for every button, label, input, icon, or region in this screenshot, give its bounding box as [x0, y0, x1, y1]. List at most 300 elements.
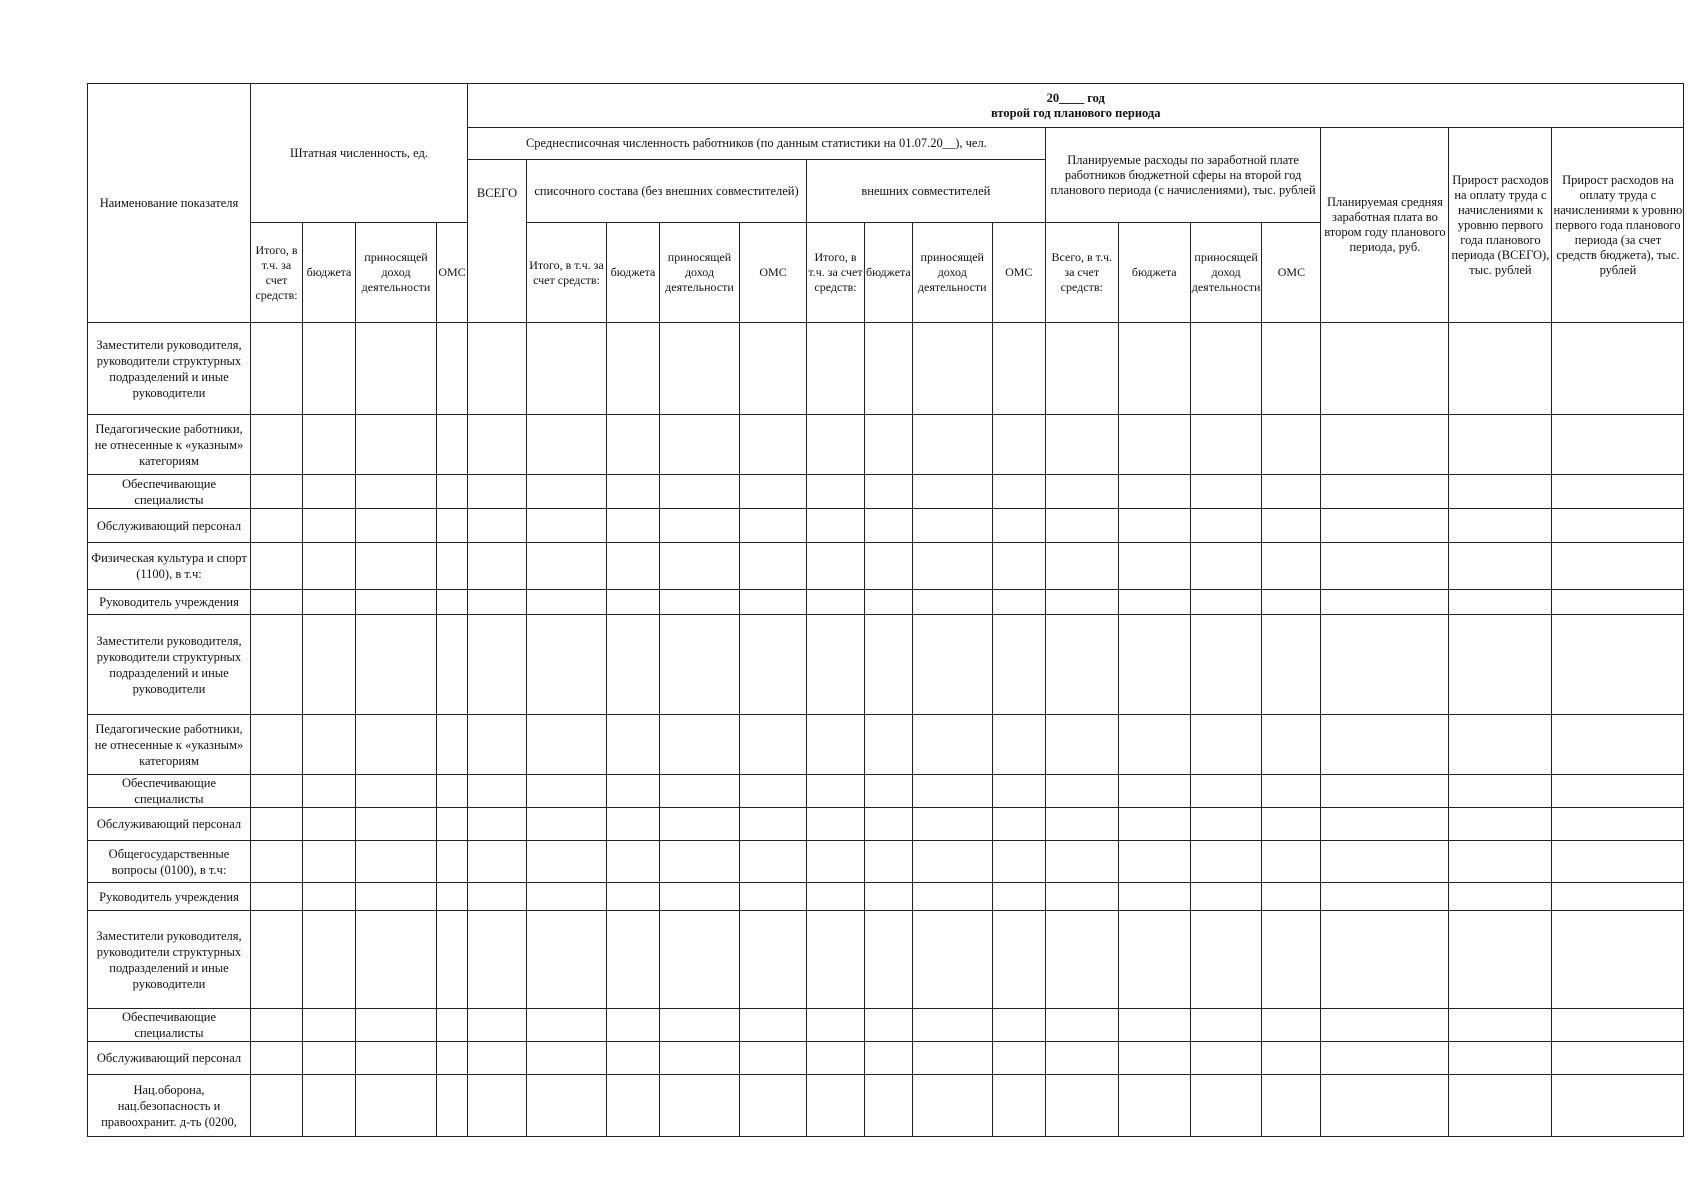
data-cell[interactable]: [807, 543, 865, 590]
data-cell[interactable]: [1190, 323, 1262, 415]
data-cell[interactable]: [356, 1042, 437, 1075]
data-cell[interactable]: [437, 808, 468, 841]
data-cell[interactable]: [992, 590, 1045, 615]
data-cell[interactable]: [303, 475, 356, 509]
data-cell[interactable]: [807, 841, 865, 883]
data-cell[interactable]: [607, 590, 660, 615]
data-cell[interactable]: [807, 1042, 865, 1075]
data-cell[interactable]: [740, 590, 807, 615]
data-cell[interactable]: [660, 775, 740, 808]
data-cell[interactable]: [356, 775, 437, 808]
data-cell[interactable]: [660, 1009, 740, 1042]
data-cell[interactable]: [607, 1042, 660, 1075]
data-cell[interactable]: [740, 883, 807, 911]
data-cell[interactable]: [251, 883, 303, 911]
data-cell[interactable]: [1190, 1075, 1262, 1137]
data-cell[interactable]: [807, 1009, 865, 1042]
data-cell[interactable]: [1190, 775, 1262, 808]
data-cell[interactable]: [303, 775, 356, 808]
data-cell[interactable]: [1118, 883, 1190, 911]
data-cell[interactable]: [1190, 883, 1262, 911]
data-cell[interactable]: [437, 415, 468, 475]
data-cell[interactable]: [437, 1009, 468, 1042]
data-cell[interactable]: [1449, 415, 1552, 475]
data-cell[interactable]: [251, 509, 303, 543]
data-cell[interactable]: [992, 883, 1045, 911]
data-cell[interactable]: [468, 1075, 527, 1137]
data-cell[interactable]: [1118, 808, 1190, 841]
data-cell[interactable]: [303, 1009, 356, 1042]
data-cell[interactable]: [468, 1042, 527, 1075]
data-cell[interactable]: [251, 615, 303, 715]
data-cell[interactable]: [1321, 509, 1449, 543]
data-cell[interactable]: [356, 883, 437, 911]
data-cell[interactable]: [865, 1009, 913, 1042]
data-cell[interactable]: [912, 543, 992, 590]
data-cell[interactable]: [1045, 715, 1118, 775]
data-cell[interactable]: [1262, 590, 1321, 615]
data-cell[interactable]: [1045, 615, 1118, 715]
data-cell[interactable]: [660, 415, 740, 475]
data-cell[interactable]: [607, 415, 660, 475]
data-cell[interactable]: [1321, 475, 1449, 509]
data-cell[interactable]: [1321, 1042, 1449, 1075]
data-cell[interactable]: [992, 1042, 1045, 1075]
data-cell[interactable]: [912, 475, 992, 509]
data-cell[interactable]: [356, 475, 437, 509]
data-cell[interactable]: [992, 323, 1045, 415]
data-cell[interactable]: [356, 808, 437, 841]
data-cell[interactable]: [1552, 883, 1684, 911]
data-cell[interactable]: [807, 615, 865, 715]
data-cell[interactable]: [1262, 911, 1321, 1009]
data-cell[interactable]: [1552, 1009, 1684, 1042]
data-cell[interactable]: [251, 911, 303, 1009]
data-cell[interactable]: [356, 323, 437, 415]
data-cell[interactable]: [1552, 509, 1684, 543]
data-cell[interactable]: [607, 1075, 660, 1137]
data-cell[interactable]: [251, 775, 303, 808]
data-cell[interactable]: [1321, 911, 1449, 1009]
data-cell[interactable]: [607, 808, 660, 841]
data-cell[interactable]: [992, 1075, 1045, 1137]
data-cell[interactable]: [740, 615, 807, 715]
data-cell[interactable]: [660, 911, 740, 1009]
data-cell[interactable]: [468, 323, 527, 415]
data-cell[interactable]: [1321, 543, 1449, 590]
data-cell[interactable]: [251, 1042, 303, 1075]
data-cell[interactable]: [1321, 715, 1449, 775]
data-cell[interactable]: [1552, 323, 1684, 415]
data-cell[interactable]: [437, 615, 468, 715]
data-cell[interactable]: [1118, 475, 1190, 509]
data-cell[interactable]: [992, 808, 1045, 841]
data-cell[interactable]: [1045, 509, 1118, 543]
data-cell[interactable]: [437, 715, 468, 775]
data-cell[interactable]: [740, 323, 807, 415]
data-cell[interactable]: [865, 475, 913, 509]
data-cell[interactable]: [356, 615, 437, 715]
data-cell[interactable]: [1190, 1042, 1262, 1075]
data-cell[interactable]: [865, 715, 913, 775]
data-cell[interactable]: [251, 475, 303, 509]
data-cell[interactable]: [1118, 1042, 1190, 1075]
data-cell[interactable]: [1045, 543, 1118, 590]
data-cell[interactable]: [607, 911, 660, 1009]
data-cell[interactable]: [527, 775, 607, 808]
data-cell[interactable]: [912, 911, 992, 1009]
data-cell[interactable]: [1552, 475, 1684, 509]
data-cell[interactable]: [468, 590, 527, 615]
data-cell[interactable]: [251, 590, 303, 615]
data-cell[interactable]: [607, 323, 660, 415]
data-cell[interactable]: [303, 1042, 356, 1075]
data-cell[interactable]: [1118, 615, 1190, 715]
data-cell[interactable]: [1552, 415, 1684, 475]
data-cell[interactable]: [527, 543, 607, 590]
data-cell[interactable]: [740, 415, 807, 475]
data-cell[interactable]: [1118, 509, 1190, 543]
data-cell[interactable]: [527, 841, 607, 883]
data-cell[interactable]: [1449, 475, 1552, 509]
data-cell[interactable]: [607, 883, 660, 911]
data-cell[interactable]: [865, 911, 913, 1009]
data-cell[interactable]: [607, 475, 660, 509]
data-cell[interactable]: [1190, 841, 1262, 883]
data-cell[interactable]: [468, 415, 527, 475]
data-cell[interactable]: [1321, 323, 1449, 415]
data-cell[interactable]: [527, 475, 607, 509]
data-cell[interactable]: [1321, 1009, 1449, 1042]
data-cell[interactable]: [992, 543, 1045, 590]
data-cell[interactable]: [1262, 1009, 1321, 1042]
data-cell[interactable]: [807, 808, 865, 841]
data-cell[interactable]: [251, 543, 303, 590]
data-cell[interactable]: [1262, 415, 1321, 475]
data-cell[interactable]: [251, 1075, 303, 1137]
data-cell[interactable]: [912, 841, 992, 883]
data-cell[interactable]: [356, 543, 437, 590]
data-cell[interactable]: [527, 911, 607, 1009]
data-cell[interactable]: [865, 808, 913, 841]
data-cell[interactable]: [865, 543, 913, 590]
data-cell[interactable]: [1449, 911, 1552, 1009]
data-cell[interactable]: [303, 911, 356, 1009]
data-cell[interactable]: [912, 775, 992, 808]
data-cell[interactable]: [303, 543, 356, 590]
data-cell[interactable]: [740, 911, 807, 1009]
data-cell[interactable]: [740, 841, 807, 883]
data-cell[interactable]: [1262, 323, 1321, 415]
data-cell[interactable]: [865, 323, 913, 415]
data-cell[interactable]: [527, 1075, 607, 1137]
data-cell[interactable]: [807, 883, 865, 911]
data-cell[interactable]: [527, 590, 607, 615]
data-cell[interactable]: [1449, 775, 1552, 808]
data-cell[interactable]: [1552, 543, 1684, 590]
data-cell[interactable]: [527, 415, 607, 475]
data-cell[interactable]: [807, 911, 865, 1009]
data-cell[interactable]: [468, 808, 527, 841]
data-cell[interactable]: [660, 543, 740, 590]
data-cell[interactable]: [912, 1009, 992, 1042]
data-cell[interactable]: [607, 615, 660, 715]
data-cell[interactable]: [1045, 1009, 1118, 1042]
data-cell[interactable]: [607, 775, 660, 808]
data-cell[interactable]: [1118, 323, 1190, 415]
data-cell[interactable]: [251, 415, 303, 475]
data-cell[interactable]: [740, 543, 807, 590]
data-cell[interactable]: [1262, 615, 1321, 715]
data-cell[interactable]: [303, 715, 356, 775]
data-cell[interactable]: [1449, 590, 1552, 615]
data-cell[interactable]: [1190, 415, 1262, 475]
data-cell[interactable]: [1449, 615, 1552, 715]
data-cell[interactable]: [1552, 615, 1684, 715]
data-cell[interactable]: [1321, 415, 1449, 475]
data-cell[interactable]: [468, 775, 527, 808]
data-cell[interactable]: [1262, 808, 1321, 841]
data-cell[interactable]: [527, 883, 607, 911]
data-cell[interactable]: [437, 911, 468, 1009]
data-cell[interactable]: [303, 323, 356, 415]
data-cell[interactable]: [992, 475, 1045, 509]
data-cell[interactable]: [1045, 415, 1118, 475]
data-cell[interactable]: [527, 808, 607, 841]
data-cell[interactable]: [1045, 775, 1118, 808]
data-cell[interactable]: [912, 590, 992, 615]
data-cell[interactable]: [1045, 1075, 1118, 1137]
data-cell[interactable]: [1552, 808, 1684, 841]
data-cell[interactable]: [807, 775, 865, 808]
data-cell[interactable]: [527, 1009, 607, 1042]
data-cell[interactable]: [1449, 1009, 1552, 1042]
data-cell[interactable]: [992, 415, 1045, 475]
data-cell[interactable]: [527, 715, 607, 775]
data-cell[interactable]: [1045, 841, 1118, 883]
data-cell[interactable]: [437, 509, 468, 543]
data-cell[interactable]: [527, 615, 607, 715]
data-cell[interactable]: [660, 808, 740, 841]
data-cell[interactable]: [660, 590, 740, 615]
data-cell[interactable]: [992, 911, 1045, 1009]
data-cell[interactable]: [1449, 1075, 1552, 1137]
data-cell[interactable]: [1449, 509, 1552, 543]
data-cell[interactable]: [607, 841, 660, 883]
data-cell[interactable]: [660, 323, 740, 415]
data-cell[interactable]: [1449, 883, 1552, 911]
data-cell[interactable]: [807, 323, 865, 415]
data-cell[interactable]: [865, 883, 913, 911]
data-cell[interactable]: [468, 509, 527, 543]
data-cell[interactable]: [660, 615, 740, 715]
data-cell[interactable]: [1552, 1075, 1684, 1137]
data-cell[interactable]: [303, 615, 356, 715]
data-cell[interactable]: [303, 415, 356, 475]
data-cell[interactable]: [1118, 1009, 1190, 1042]
data-cell[interactable]: [1118, 911, 1190, 1009]
data-cell[interactable]: [607, 1009, 660, 1042]
data-cell[interactable]: [1321, 1075, 1449, 1137]
data-cell[interactable]: [1190, 590, 1262, 615]
data-cell[interactable]: [303, 841, 356, 883]
data-cell[interactable]: [1118, 1075, 1190, 1137]
data-cell[interactable]: [251, 1009, 303, 1042]
data-cell[interactable]: [1190, 911, 1262, 1009]
data-cell[interactable]: [1262, 509, 1321, 543]
data-cell[interactable]: [1321, 775, 1449, 808]
data-cell[interactable]: [807, 415, 865, 475]
data-cell[interactable]: [865, 775, 913, 808]
data-cell[interactable]: [1045, 883, 1118, 911]
data-cell[interactable]: [740, 475, 807, 509]
data-cell[interactable]: [356, 1075, 437, 1137]
data-cell[interactable]: [740, 509, 807, 543]
data-cell[interactable]: [1190, 543, 1262, 590]
data-cell[interactable]: [740, 775, 807, 808]
data-cell[interactable]: [1449, 543, 1552, 590]
data-cell[interactable]: [251, 841, 303, 883]
data-cell[interactable]: [660, 509, 740, 543]
data-cell[interactable]: [437, 475, 468, 509]
data-cell[interactable]: [468, 615, 527, 715]
data-cell[interactable]: [1045, 911, 1118, 1009]
data-cell[interactable]: [1190, 475, 1262, 509]
data-cell[interactable]: [865, 1042, 913, 1075]
data-cell[interactable]: [1449, 1042, 1552, 1075]
data-cell[interactable]: [865, 509, 913, 543]
data-cell[interactable]: [303, 808, 356, 841]
data-cell[interactable]: [1449, 808, 1552, 841]
data-cell[interactable]: [1552, 911, 1684, 1009]
data-cell[interactable]: [303, 590, 356, 615]
data-cell[interactable]: [251, 323, 303, 415]
data-cell[interactable]: [1262, 1042, 1321, 1075]
data-cell[interactable]: [607, 509, 660, 543]
data-cell[interactable]: [912, 323, 992, 415]
data-cell[interactable]: [1262, 841, 1321, 883]
data-cell[interactable]: [912, 615, 992, 715]
data-cell[interactable]: [1262, 883, 1321, 911]
data-cell[interactable]: [992, 775, 1045, 808]
data-cell[interactable]: [437, 323, 468, 415]
data-cell[interactable]: [1321, 615, 1449, 715]
data-cell[interactable]: [912, 415, 992, 475]
data-cell[interactable]: [1045, 323, 1118, 415]
data-cell[interactable]: [468, 475, 527, 509]
data-cell[interactable]: [468, 911, 527, 1009]
data-cell[interactable]: [1449, 841, 1552, 883]
data-cell[interactable]: [865, 841, 913, 883]
data-cell[interactable]: [607, 543, 660, 590]
data-cell[interactable]: [740, 1042, 807, 1075]
data-cell[interactable]: [1190, 715, 1262, 775]
data-cell[interactable]: [1118, 775, 1190, 808]
data-cell[interactable]: [912, 1075, 992, 1137]
data-cell[interactable]: [356, 841, 437, 883]
data-cell[interactable]: [1552, 775, 1684, 808]
data-cell[interactable]: [437, 590, 468, 615]
data-cell[interactable]: [1118, 415, 1190, 475]
data-cell[interactable]: [992, 1009, 1045, 1042]
data-cell[interactable]: [807, 715, 865, 775]
data-cell[interactable]: [1118, 841, 1190, 883]
data-cell[interactable]: [1045, 590, 1118, 615]
data-cell[interactable]: [807, 509, 865, 543]
data-cell[interactable]: [1449, 323, 1552, 415]
data-cell[interactable]: [1118, 543, 1190, 590]
data-cell[interactable]: [740, 1075, 807, 1137]
data-cell[interactable]: [1321, 841, 1449, 883]
data-cell[interactable]: [1190, 615, 1262, 715]
data-cell[interactable]: [1118, 715, 1190, 775]
data-cell[interactable]: [1045, 808, 1118, 841]
data-cell[interactable]: [437, 1042, 468, 1075]
data-cell[interactable]: [912, 715, 992, 775]
data-cell[interactable]: [1552, 841, 1684, 883]
data-cell[interactable]: [865, 615, 913, 715]
data-cell[interactable]: [992, 715, 1045, 775]
data-cell[interactable]: [356, 1009, 437, 1042]
data-cell[interactable]: [912, 509, 992, 543]
data-cell[interactable]: [356, 590, 437, 615]
data-cell[interactable]: [1321, 590, 1449, 615]
data-cell[interactable]: [660, 475, 740, 509]
data-cell[interactable]: [607, 715, 660, 775]
data-cell[interactable]: [807, 590, 865, 615]
data-cell[interactable]: [740, 808, 807, 841]
data-cell[interactable]: [740, 1009, 807, 1042]
data-cell[interactable]: [865, 1075, 913, 1137]
data-cell[interactable]: [437, 1075, 468, 1137]
data-cell[interactable]: [660, 715, 740, 775]
data-cell[interactable]: [1262, 475, 1321, 509]
data-cell[interactable]: [660, 883, 740, 911]
data-cell[interactable]: [1045, 475, 1118, 509]
data-cell[interactable]: [468, 1009, 527, 1042]
data-cell[interactable]: [356, 715, 437, 775]
data-cell[interactable]: [992, 509, 1045, 543]
data-cell[interactable]: [251, 808, 303, 841]
data-cell[interactable]: [807, 1075, 865, 1137]
data-cell[interactable]: [437, 841, 468, 883]
data-cell[interactable]: [1262, 715, 1321, 775]
data-cell[interactable]: [807, 475, 865, 509]
data-cell[interactable]: [1552, 1042, 1684, 1075]
data-cell[interactable]: [527, 323, 607, 415]
data-cell[interactable]: [1552, 715, 1684, 775]
data-cell[interactable]: [468, 841, 527, 883]
data-cell[interactable]: [912, 1042, 992, 1075]
data-cell[interactable]: [1190, 509, 1262, 543]
data-cell[interactable]: [660, 1075, 740, 1137]
data-cell[interactable]: [912, 808, 992, 841]
data-cell[interactable]: [992, 841, 1045, 883]
data-cell[interactable]: [1262, 543, 1321, 590]
data-cell[interactable]: [1552, 590, 1684, 615]
data-cell[interactable]: [437, 543, 468, 590]
data-cell[interactable]: [303, 883, 356, 911]
data-cell[interactable]: [660, 1042, 740, 1075]
data-cell[interactable]: [865, 590, 913, 615]
data-cell[interactable]: [1262, 775, 1321, 808]
data-cell[interactable]: [468, 883, 527, 911]
data-cell[interactable]: [527, 1042, 607, 1075]
data-cell[interactable]: [660, 841, 740, 883]
data-cell[interactable]: [865, 415, 913, 475]
data-cell[interactable]: [992, 615, 1045, 715]
data-cell[interactable]: [740, 715, 807, 775]
